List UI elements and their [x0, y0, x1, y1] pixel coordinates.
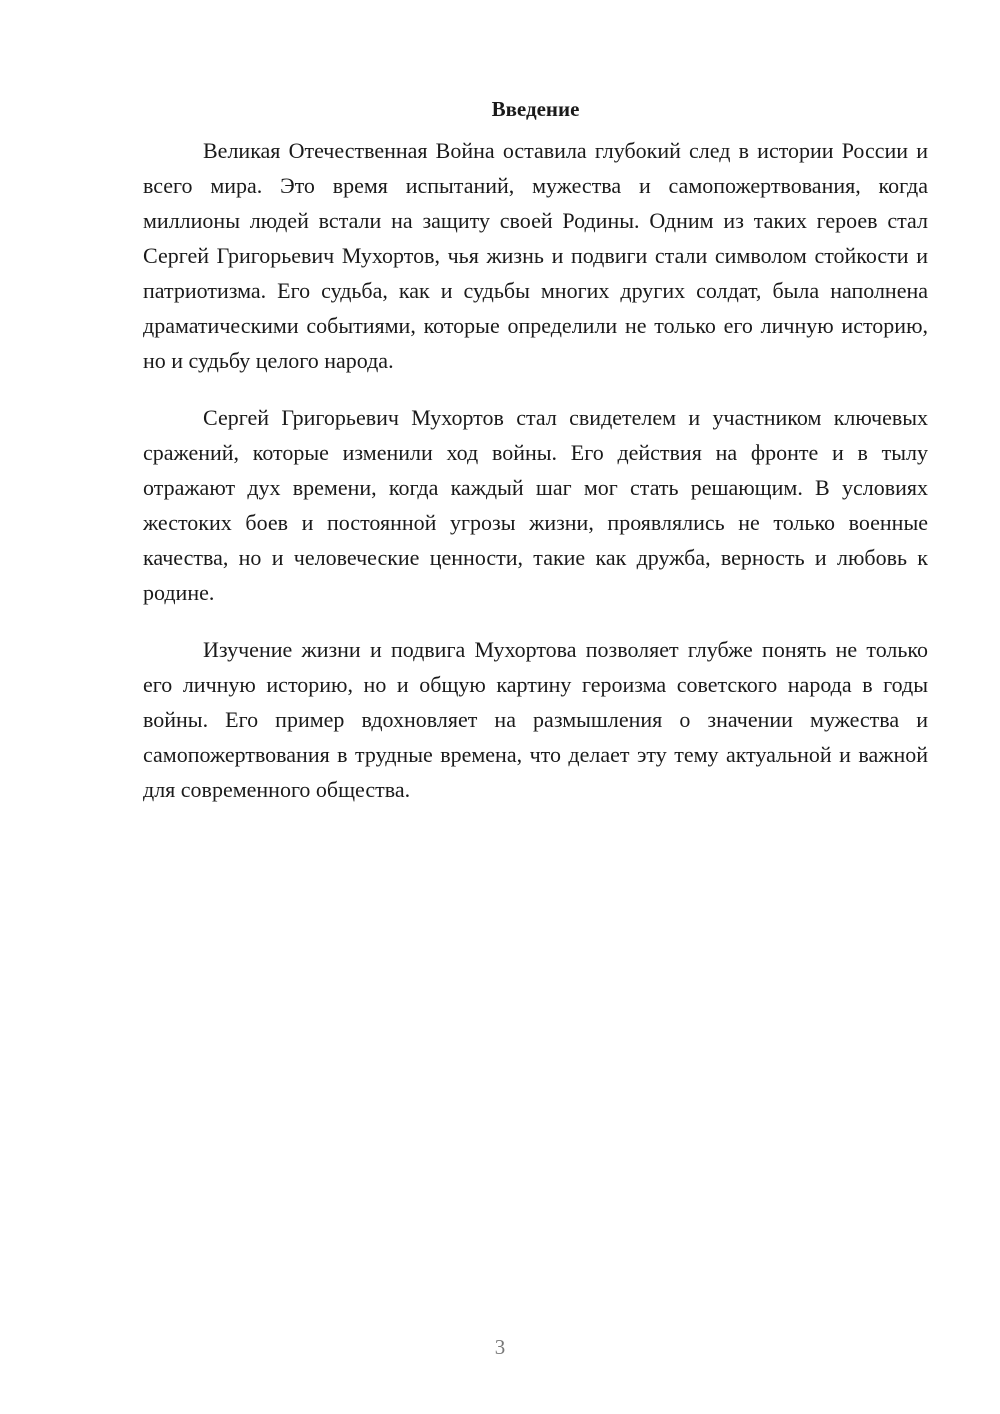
paragraph-2: Сергей Григорьевич Мухортов стал свидетелем и участником ключевых сражений, которые изменили ход войны. Его действия на фронте и в тылу отражают дух времени, когда каждый шаг мог стать решающим. В условиях жестоких боев и постоянной угрозы жизни, проявлялись не только военные качества, но и человеческие ценности, такие как дружба, верность и любовь к родине. [143, 405, 928, 605]
page-content [143, 92, 928, 829]
page-number: 3 [494, 1335, 506, 1359]
paragraph-1: Великая Отечественная Война оставила глубокий след в истории России и всего мира. Это время испытаний, мужества и самопожертвования, когда миллионы людей встали на защиту своей Родины. Одним из таких героев стал Сергей Григорьевич Мухортов, чья жизнь и подвиги стали символом стойкости и патриотизма. Его судьба, как и судьбы многих других солдат, была наполнена драматическими событиями, которые определили не только его личную историю, но и судьбу целого народа. [143, 138, 928, 373]
paragraph-3: Изучение жизни и подвига Мухортова позволяет глубже понять не только его личную историю, но и общую картину героизма советского народа в годы войны. Его пример вдохновляет на размышления о значении мужества и самопожертвования в трудные времена, что делает эту тему актуальной и важной для современного общества. [143, 637, 928, 802]
section-heading: Введение [491, 97, 580, 121]
